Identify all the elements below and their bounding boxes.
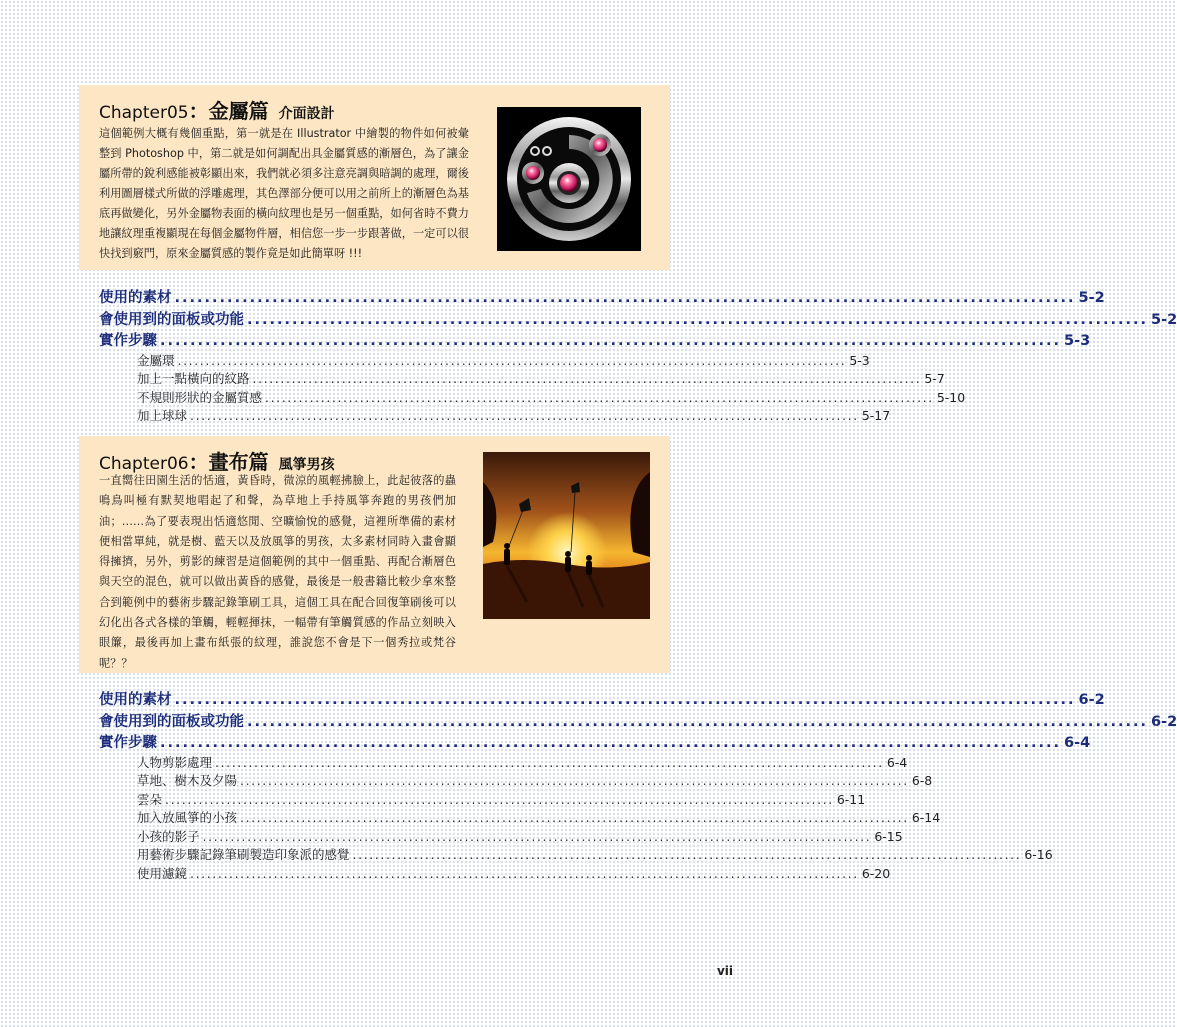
toc-entry-page: 6-4: [886, 754, 908, 770]
toc-sub-entry[interactable]: [137, 864, 891, 883]
toc-entry-page: 6-2: [1078, 692, 1105, 708]
toc-main-entry[interactable]: [99, 286, 1105, 308]
toc-entry-title: 實作步驟: [99, 735, 157, 751]
toc-entry-page: 5-2: [1078, 290, 1105, 306]
chapter-title: 金屬篇: [208, 99, 269, 123]
toc-entry-page: 5-2: [1151, 311, 1177, 328]
chapter-subtitle: 風箏男孩: [278, 457, 335, 473]
toc-entry-page: 5-3: [1064, 333, 1091, 349]
toc-sub-entry[interactable]: [137, 808, 941, 827]
dot-leader: ........................................................................................................................: [202, 828, 872, 844]
dot-leader: ........................................................................................................................: [247, 311, 1148, 328]
toc-main-entry[interactable]: [99, 329, 1091, 351]
toc-entry-page: 5-7: [924, 371, 945, 387]
toc-entry-page: 6-15: [874, 828, 903, 844]
toc-entry-page: 6-14: [911, 810, 941, 826]
toc-entry-title: 實作步驟: [99, 333, 157, 349]
kite-boys-illustration: [483, 452, 650, 619]
toc-main-entry[interactable]: [99, 710, 1177, 732]
chapter-06-intro-box: [79, 436, 670, 673]
toc-entry-title: 金屬環: [137, 352, 175, 368]
toc-entry-page: 6-16: [1024, 847, 1053, 863]
toc-entry-page: 5-17: [861, 408, 891, 424]
dot-leader: ........................................................................................................................: [165, 791, 834, 807]
toc-entry-title: 用藝術步驟記錄筆刷製造印象派的感覺: [137, 847, 350, 863]
chapter-05-intro-text: 這個範例大概有幾個重點，第一就是在 Illustrator 中繪製的物件如何被彙整到 Photoshop 中，第二就是如何調配出具金屬質感的漸層色，為了讓金屬所帶的銳利感能被彰顯出來，我們就必須多注意亮調與暗調的處理，爾後利用圖層樣式所做的浮雕處理，其色澤部分便可以用之前所上的漸層色為基底再做變化，另外金屬物表面的橫向紋理也是另一個重點，如何省時不費力地讓紋理重複顯現在每個金屬物件層，相信您一步一步跟著做，一定可以很快找到竅門，原來金屬質感的製作竟是如此簡單呀 !!!: [99, 127, 469, 260]
metal-interface-illustration: [497, 107, 641, 251]
sunset-canvas-image: [483, 452, 650, 619]
toc-sub-entry[interactable]: [137, 790, 866, 809]
toc-main-entry[interactable]: [99, 688, 1105, 710]
dot-leader: ........................................................................................................................: [252, 371, 922, 387]
dot-leader: ........................................................................................................................: [177, 352, 847, 368]
toc-sub-entry[interactable]: [137, 771, 933, 790]
toc-sub-entry[interactable]: [137, 753, 908, 772]
dot-leader: ........................................................................................................................: [190, 408, 859, 424]
toc-entry-title: 使用濾鏡: [137, 866, 188, 882]
toc-sub-entry[interactable]: [137, 406, 891, 425]
toc-sub-entry[interactable]: [137, 369, 945, 388]
toc-entry-title: 加上球球: [137, 408, 188, 424]
dot-leader: ........................................................................................................................: [160, 735, 1061, 751]
dot-leader: ........................................................................................................................: [265, 389, 934, 405]
chapter-05-heading: [99, 95, 335, 124]
chapter-title: 畫布篇: [208, 450, 269, 474]
chapter-colon: ：: [188, 450, 209, 474]
chapter-06-toc: [99, 688, 1177, 883]
toc-entry-title: 不規則形狀的金屬質感: [137, 389, 263, 405]
toc-entry-title: 會使用到的面板或功能: [99, 311, 244, 328]
chapter-colon: ：: [188, 99, 209, 123]
toc-sub-entry[interactable]: [137, 351, 870, 370]
page-number: vii: [716, 964, 733, 978]
dot-leader: ........................................................................................................................: [174, 692, 1076, 708]
dot-leader: ........................................................................................................................: [190, 866, 859, 882]
toc-entry-page: 6-20: [861, 866, 891, 882]
metal-ring-image: [497, 107, 641, 251]
chapter-05-toc: [99, 286, 1177, 425]
toc-main-entry[interactable]: [99, 308, 1177, 330]
toc-entry-title: 小孩的影子: [137, 828, 200, 844]
chapter-label: Chapter06: [99, 454, 189, 474]
toc-entry-page: 6-2: [1151, 713, 1177, 730]
toc-entry-title: 草地、樹木及夕陽: [137, 773, 238, 789]
toc-entry-page: 6-11: [836, 791, 866, 807]
toc-entry-page: 6-4: [1064, 735, 1091, 751]
toc-sub-entry[interactable]: [137, 827, 903, 846]
toc-entry-title: 使用的素材: [99, 290, 172, 306]
toc-entry-page: 6-8: [911, 773, 933, 789]
toc-sub-entry[interactable]: [137, 388, 966, 407]
toc-sub-entry[interactable]: [137, 845, 1053, 864]
toc-entry-title: 雲朵: [137, 791, 163, 807]
dot-leader: ........................................................................................................................: [247, 713, 1148, 730]
toc-entry-title: 加上一點橫向的紋路: [137, 371, 250, 387]
toc-entry-title: 加入放風箏的小孩: [137, 810, 238, 826]
dot-leader: ........................................................................................................................: [174, 290, 1076, 306]
toc-entry-title: 使用的素材: [99, 692, 172, 708]
dot-leader: ........................................................................................................................: [240, 773, 909, 789]
chapter-06-intro-text: 一直嚮往田園生活的恬適，黃昏時，微涼的風輕拂臉上，此起彼落的蟲鳴鳥叫極有默契地唱起了和聲，為草地上手持風箏奔跑的男孩們加油；……為了要表現出恬適悠閒、空曠愉悅的感覺，這裡所準備的素材便相當單純，就是樹、藍天以及放風箏的男孩，太多素材同時入畫會顯得擁擠，另外，剪影的練習是這個範例的其中一個重點、再配合漸層色與天空的混色，就可以做出黃昏的感覺，最後是一般書籍比較少拿來整合到範例中的藝術步驟記錄筆刷工具，這個工具在配合回復筆刷後可以幻化出各式各樣的筆觸，輕輕揮抹，一幅帶有筆觸質感的作品立刻映入眼簾，最後再加上畫布紙張的紋理，誰說您不會是下一個秀拉或梵谷呢？？: [99, 474, 456, 670]
chapter-05-intro-box: [79, 85, 670, 270]
toc-entry-page: 5-3: [849, 352, 870, 368]
toc-entry-page: 5-10: [936, 389, 966, 405]
dot-leader: ........................................................................................................................: [215, 754, 884, 770]
dot-leader: ........................................................................................................................: [352, 847, 1022, 863]
dot-leader: ........................................................................................................................: [240, 810, 909, 826]
dot-leader: ........................................................................................................................: [160, 333, 1061, 349]
toc-entry-title: 會使用到的面板或功能: [99, 713, 244, 730]
chapter-label: Chapter05: [99, 103, 189, 123]
toc-main-entry[interactable]: [99, 731, 1091, 753]
toc-entry-title: 人物剪影處理: [137, 754, 213, 770]
chapter-subtitle: 介面設計: [278, 106, 335, 122]
